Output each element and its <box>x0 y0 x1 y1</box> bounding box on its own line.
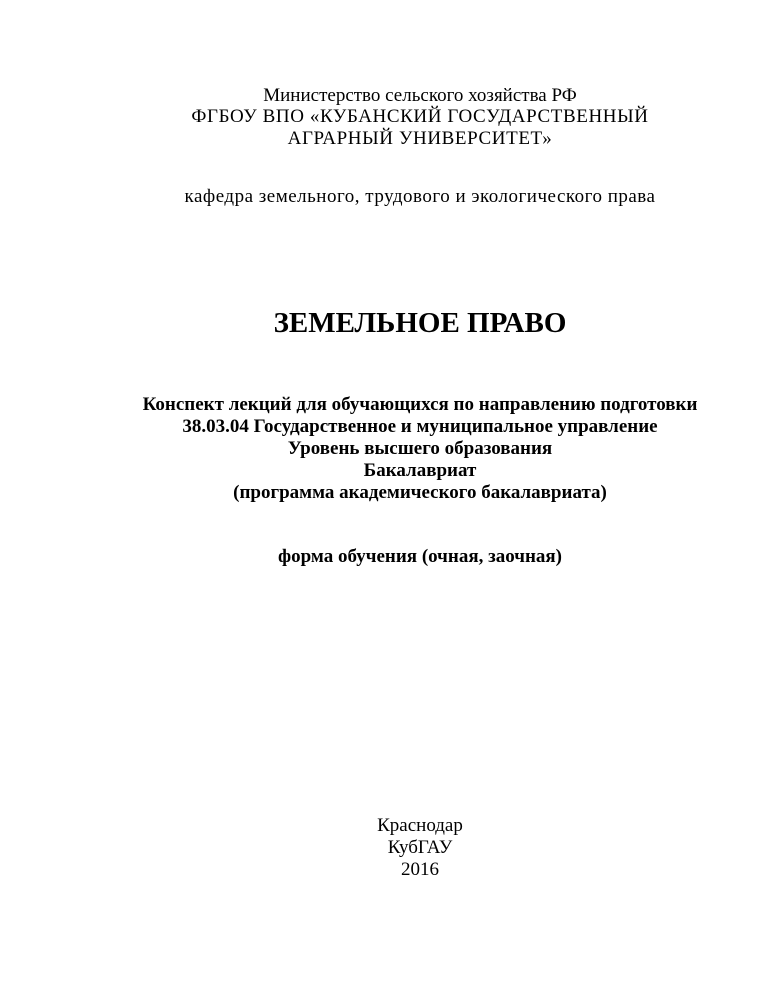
subtitle-line-5: (программа академического бакалавриата) <box>233 482 607 503</box>
department-name: кафедра земельного, трудового и экологического права <box>184 186 656 207</box>
footer-publisher: КубГАУ <box>387 837 453 858</box>
ministry-name: Министерство сельского хозяйства РФ <box>263 85 577 106</box>
university-name-line1: ФГБОУ ВПО «КУБАНСКИЙ ГОСУДАРСТВЕННЫЙ <box>191 106 649 127</box>
subtitle-line-2: 38.03.04 Государственное и муниципальное управление <box>182 416 658 437</box>
study-form: форма обучения (очная, заочная) <box>277 546 563 567</box>
footer-city: Краснодар <box>377 815 463 836</box>
footer-year: 2016 <box>401 859 439 880</box>
subtitle-line-1: Конспект лекций для обучающихся по направлению подготовки <box>142 394 698 415</box>
subtitle-line-3: Уровень высшего образования <box>287 438 553 459</box>
subtitle-line-4: Бакалавриат <box>363 460 477 481</box>
university-name-line2: АГРАРНЫЙ УНИВЕРСИТЕТ» <box>287 128 553 149</box>
document-title: ЗЕМЕЛЬНОЕ ПРАВО <box>273 307 567 339</box>
